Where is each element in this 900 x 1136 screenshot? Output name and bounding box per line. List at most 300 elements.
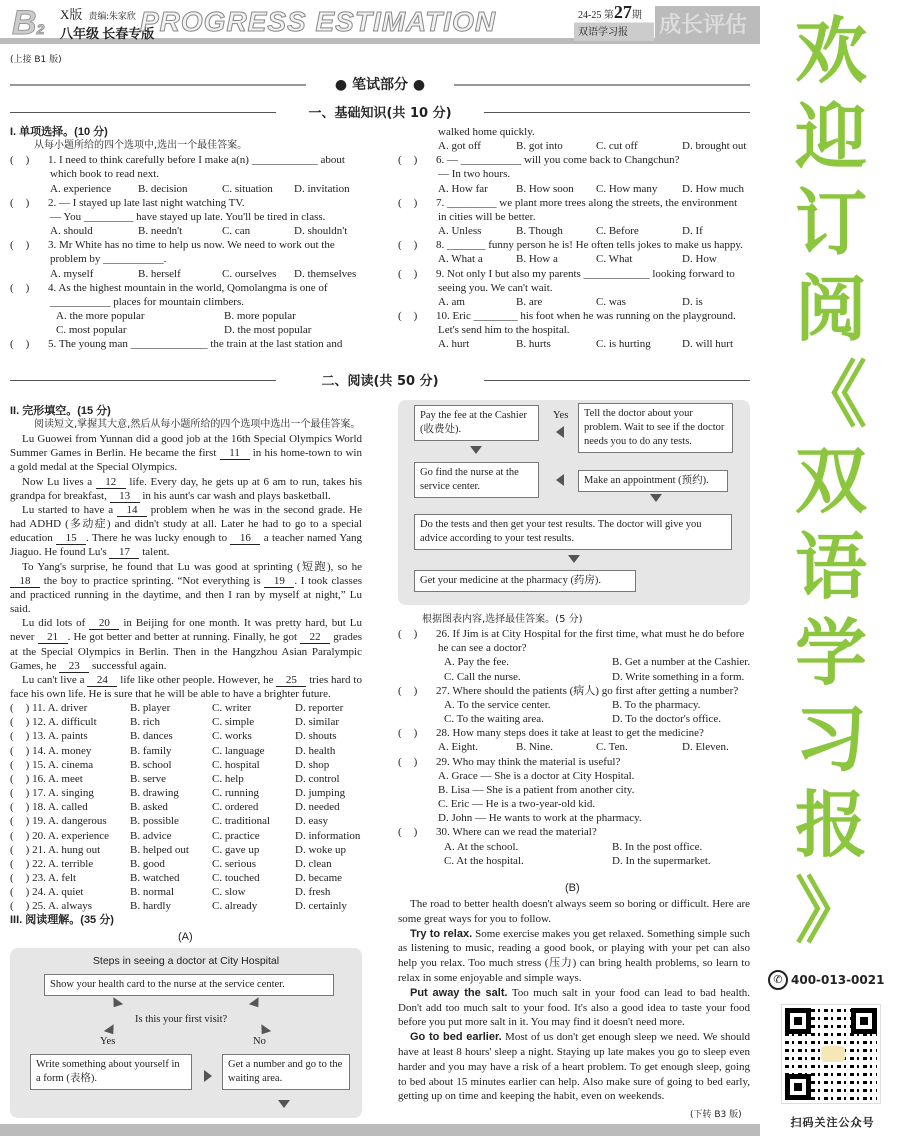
phone-line [768,970,898,990]
question-number: 30. [436,826,450,839]
banner-char: 迎 [794,95,867,179]
option [10,729,130,743]
continued-from: (上接 B1 版) [10,55,62,65]
passage-text: life. Every day, he gets up at 6 am to run, takes his grandpa for breakfast, [10,475,362,502]
option: B. more popular [224,310,296,323]
answer-bracket[interactable] [398,755,417,769]
instruction: 从每小题所给的四个选项中,选出一个最佳答案。 [34,140,248,152]
question-stem: Who may think the material is useful? [452,755,621,768]
answer-bracket[interactable] [398,825,417,839]
cloze-blank: 22 [300,631,330,644]
question-number: 10. [436,310,450,323]
passage-text: Lu Guowei from Yunnan did a good job at the 16th Special Olympics World Summer Games in Berlin. He became the first [10,433,362,460]
part1-title: 一、基础知识(共 10 分) [10,102,750,121]
answer-bracket[interactable] [10,153,29,167]
option: B. got into [516,140,563,153]
answer-bracket[interactable] [398,726,417,740]
question-text: A. Grace — She is a doctor at City Hospital. [438,769,635,782]
option-row [398,182,750,196]
step-tell-doctor: Tell the doctor about your problem. Wait to see if the doctor needs you to do any tests. [578,403,733,453]
option: B. drawing [130,787,179,800]
banner-char: 学 [794,611,867,695]
option: B. normal [130,886,174,899]
passage-text: . There he was lucky enough to [86,532,231,545]
option-row [398,698,750,712]
option-text: 16. A. meet [32,772,83,785]
option: B. In the post office. [612,840,703,853]
cloze-paragraph [10,503,362,560]
option: D. fresh [295,886,331,899]
option [10,829,130,843]
option: B. possible [130,815,179,828]
question-stem: If Jim is at City Hospital for the first time, what must he do before [452,628,745,641]
option: C. already [212,900,258,913]
option [10,744,130,758]
option: A. myself [50,267,94,280]
option [10,786,130,800]
passage-text: in his home-town to win a gold medal at the Special Olympics. [10,447,362,474]
option: A. the more popular [56,310,145,323]
option: D. If [682,225,703,238]
option-row [398,840,750,854]
option: C. gave up [212,843,260,856]
cloze-blank: 21 [38,631,68,644]
answer-bracket[interactable] [10,745,29,757]
passage-text: Now Lu lives a [22,475,96,488]
option-row [398,712,750,726]
option: D. jumping [295,787,346,800]
option: D. is [682,295,703,308]
option: B. serve [130,772,167,785]
passage-text: in his aunt's car wash and plays basketball. [139,489,331,502]
question-item [10,337,362,351]
option-text: 23. A. felt [32,872,77,884]
option: A. To the service center. [444,698,551,711]
option-text: 14. A. money [32,744,92,757]
cloze-option-row [10,772,362,786]
answer-bracket[interactable] [10,801,29,813]
option: B. How soon [516,182,574,195]
cloze-paragraph [10,560,362,617]
question-item [10,281,362,295]
cloze-blank: 15 [56,532,86,545]
cloze-paragraph [10,432,362,474]
option: D. themselves [294,267,357,280]
question-number: 8. [436,239,445,252]
section-b-passage [398,897,750,1104]
option: B. hardly [130,900,171,913]
answer-bracket[interactable] [10,773,29,785]
option: C. At the hospital. [444,854,524,867]
option: D. the most popular [224,324,312,337]
question-item [398,238,750,252]
question-item [398,825,750,839]
passage-text: the boy to practice sprinting. “Not everything is [40,574,265,587]
question-text: — In two hours. [438,168,511,181]
option-row [398,854,750,868]
question-number: 29. [436,755,450,768]
answer-bracket[interactable] [10,815,29,827]
option: B. Nine. [516,741,553,754]
option: A. Pay the fee. [444,656,510,669]
banner-char: 语 [794,525,867,609]
question-stem: _______ funny person he is! He often tells jokes to make us happy. [447,239,743,252]
answer-bracket[interactable] [10,730,29,742]
cloze-paragraph [10,616,362,673]
option: B. How a [516,253,558,266]
option: B. hurts [516,338,551,351]
question-stem: How many steps does it take at least to get the medicine? [452,727,704,740]
option: C. How many [596,182,658,195]
passage-paragraph [398,927,750,986]
option-row [10,267,362,281]
answer-bracket[interactable] [398,267,417,281]
cloze-option-row [10,715,362,729]
option: A. At the school. [444,840,519,853]
option: B. are [516,295,543,308]
question-text: B. Lisa — She is a patient from another city. [438,783,635,796]
step-medicine: Get your medicine at the pharmacy (药房). [414,570,636,592]
cloze-paragraph [10,673,362,701]
option: D. will hurt [682,338,734,351]
option: D. To the doctor's office. [612,713,721,726]
cloze-option-row [10,814,362,828]
column-name: 成长评估 [655,6,760,41]
option: D. needed [295,801,340,814]
qr-finder [851,1008,877,1034]
passage-paragraph [398,897,750,927]
option: D. invitation [294,182,350,195]
option: C. situation [222,182,273,195]
option [10,843,130,857]
option [10,800,130,814]
option: C. practice [212,829,260,842]
option-row [398,252,750,266]
answer-bracket[interactable] [10,886,29,898]
question-first-visit: Is this your first visit? [135,1014,228,1025]
option [10,758,130,772]
step-pay-fee: Pay the fee at the Cashier (收费处). [414,405,539,441]
question-text: which book to read next. [50,168,160,181]
cloze-option-row [10,786,362,800]
exam-title: ● 笔试部分 ● [10,74,750,94]
option: A. How far [438,182,488,195]
question-number: 7. [436,196,445,209]
option: B. school [130,758,172,771]
option: A. hurt [438,338,470,351]
cloze-option-row [10,744,362,758]
option-row [398,337,750,351]
option: D. certainly [295,900,347,913]
option: C. touched [212,872,260,884]
question-number: 5. [48,338,57,351]
flowchart-part2 [398,400,750,605]
cloze-blank: 11 [220,447,250,460]
banner-char: 订 [794,181,867,265]
continued-to: (下转 B3 版) [690,1110,742,1120]
answer-bracket[interactable] [10,844,29,856]
question-item [398,153,750,167]
qr-code[interactable] [782,1005,880,1103]
question-text: problem by ___________. [50,253,167,266]
flowchart-part1 [10,948,362,1118]
paragraph-text: Most of us don't get enough sleep we need. We should have at least 8 hours' sleep a night. Staying up late makes you go to sleep even harder and you may have a risk of a heart problem. To get enough sleep, going to bed about 15 minutes earlier can help. Also make sure of going to bed early, getting up on time and keeping the habit, even on weekends. [398,1031,751,1103]
answer-bracket[interactable] [398,309,417,323]
answer-bracket[interactable] [398,684,417,698]
question-stem: Where can we read the material? [452,826,597,839]
answer-bracket[interactable] [10,830,29,842]
option-text: 11. A. driver [32,702,88,715]
passage-text: Lu can't live a [22,673,88,686]
option: D. brought out [682,140,747,153]
option: B. family [130,744,172,757]
answer-bracket[interactable] [10,281,29,295]
option-text: 18. A. called [32,801,88,814]
label-yes: Yes [100,1036,116,1047]
label-no: No [253,1036,266,1047]
cloze-instruction: 阅读短文,掌握其大意,然后从每小题所给的四个选项中选出一个最佳答案。 [34,419,361,431]
option [10,871,130,885]
page-header [0,0,760,44]
cloze-blank: 24 [87,674,117,687]
arrow-icon [278,1100,290,1108]
option: C. ordered [212,801,259,814]
option: C. hospital [212,758,260,771]
option-text: 20. A. experience [32,829,110,842]
qr-finder [785,1008,811,1034]
option: B. helped out [130,843,189,856]
edition-info: X版 责编:朱家欣 八年级 长春专版 [60,7,155,41]
option: D. clean [295,857,332,870]
question-number: 9. [436,267,445,280]
option [10,814,130,828]
cloze-blank: 12 [96,476,126,489]
passage-text: tries hard to face his own life. He is sure that he will be able to have a brighter future. [10,673,362,700]
passage-text: To Yang's surprise, he found that Lu was good at sprinting (短跑), so he [22,560,362,573]
option [10,701,130,715]
option: B. Get a number at the Cashier. [612,656,751,669]
page-mark: B2 [12,4,45,42]
passage-text: life like other people. However, he [117,673,277,686]
arrow-icon [556,474,564,486]
part1-right-column [398,125,750,352]
answer-bracket[interactable] [10,787,29,799]
question-stem: _________ we plant more trees along the streets, the environment [447,196,738,209]
option: B. dances [130,730,173,743]
option [10,772,130,786]
paragraph-lead: Put away the salt. [410,986,508,999]
option: C. To the waiting area. [444,713,544,726]
cloze-section [10,404,362,928]
option: D. Write something in a form. [612,670,745,683]
option-row [398,224,750,238]
option: B. To the pharmacy. [612,698,701,711]
question-stem: The young man ______________ the train at the last station and [58,338,343,351]
cloze-heading: II. 完形填空。(15 分) [10,405,111,417]
option: C. writer [212,702,252,715]
question-number: 26. [436,628,450,641]
answer-bracket[interactable] [398,196,417,210]
question-stem: I need to think carefully before I make a(n) ____________ about [59,154,345,167]
answer-bracket[interactable] [10,196,29,210]
option: D. woke up [295,843,347,856]
option: B. good [130,857,165,870]
question-text: walked home quickly. [438,126,535,138]
option-text: 25. A. always [32,900,92,913]
cloze-blank: 14 [117,504,147,517]
question-number: 3. [48,239,57,252]
option-text: 15. A. cinema [32,758,94,771]
cloze-option-row [10,899,362,913]
passage-text: Lu started to have a [22,503,117,516]
question-item [398,684,750,698]
banner-char: 报 [794,783,867,867]
option: C. works [212,730,252,743]
option-row [398,139,750,153]
option: C. slow [212,886,246,899]
option-row [10,309,362,323]
option: A. should [50,225,93,238]
option-row [10,182,362,196]
arrow-icon [204,1070,212,1082]
option-text: 19. A. dangerous [32,815,107,828]
question-number: 2. [48,196,57,209]
paragraph-text: The road to better health doesn't always seem so boring or difficult. Here are some great ways for you to follow. [398,898,750,925]
cloze-options [10,701,362,913]
cloze-blank: 19 [264,575,294,588]
option: C. ourselves [222,267,277,280]
option-text: 13. A. paints [32,730,88,743]
section-a-questions [398,613,750,868]
cloze-option-row [10,800,362,814]
answer-bracket[interactable] [398,238,417,252]
answer-bracket[interactable] [10,702,29,714]
cloze-option-row [10,857,362,871]
passage-text: . He got better and better at running. Finally, he got [67,631,301,644]
subscribe-banner [762,8,900,954]
arrow-icon [568,555,580,563]
answer-bracket[interactable] [10,872,29,884]
option-text: 24. A. quiet [32,886,84,899]
paragraph-text: Some exercise makes you get relaxed. Something simple such as listening to music, reading a good book, or playing with your pet can also help you relax. Too much stress (压力) can bring health problems, so learn to relax in some enjoyable and simple ways. [398,927,750,984]
question-number: 1. [48,154,57,167]
option: B. decision [138,182,188,195]
question-number: 27. [436,684,450,697]
answer-bracket[interactable] [10,238,29,252]
option-text: 22. A. terrible [32,857,94,870]
passage-text: . I took classes and practiced running in the daytime, and then I ran by myself at night,” Lu said. [10,574,362,616]
option: A. experience [50,182,112,195]
option: D. similar [295,716,339,729]
question-item [398,196,750,210]
option: C. simple [212,716,255,729]
question-stem: Eric ________ his foot when he was running on the playground. [452,310,736,323]
cloze-paragraph [10,475,362,503]
banner-char: 阅 [794,267,867,351]
answer-bracket[interactable] [398,153,417,167]
option: D. reporter [295,702,344,715]
question-item [10,153,362,167]
answer-bracket[interactable] [10,337,29,351]
option-row [10,323,362,337]
option: A. Eight. [438,741,479,754]
option: D. information [295,829,361,842]
question-text: D. John — He wants to work at the pharmacy. [438,812,642,825]
option: B. advice [130,829,172,842]
banner-char: 《 [794,353,867,437]
question-stem: As the highest mountain in the world, Qomolangma is one of [58,281,328,294]
qr-logo [821,1046,845,1062]
option: D. health [295,744,336,757]
option: D. How much [682,182,745,195]
question-text: in cities will be better. [438,210,536,223]
cloze-passage [10,432,362,701]
answer-bracket[interactable] [10,759,29,771]
cloze-option-row [10,829,362,843]
passage-text: problem when he was in the second grade. He had ADHD (多动症) and didn't study at all. Later he had to go to a special education [10,503,362,545]
option: A. What a [438,253,483,266]
step-get-number: Get a number and go to the waiting area. [222,1054,350,1090]
part1-left-column [10,125,362,352]
option: D. shop [295,758,330,771]
option-text: 21. A. hung out [32,843,101,856]
option [10,715,130,729]
option: B. needn't [138,225,183,238]
option-row [398,670,750,684]
arrow-icon [249,997,263,1010]
cloze-option-row [10,871,362,885]
cloze-blank: 16 [230,532,260,545]
option: B. rich [130,716,160,729]
option-row [398,740,750,754]
option: C. can [222,225,251,238]
answer-bracket[interactable] [10,858,29,870]
option-text: 17. A. singing [32,787,94,800]
qr-finder [785,1074,811,1100]
reading-heading: III. 阅读理解。(35 分) [10,914,114,927]
question-item [398,726,750,740]
cloze-blank: 17 [109,546,139,559]
question-text: C. Eric — He is a two-year-old kid. [438,798,596,811]
option: D. became [295,872,343,884]
option [10,885,130,899]
section-a-instruction: 根据图表内容,选择最佳答案。(5 分) [422,614,583,625]
banner-char: 》 [794,869,867,953]
option: B. asked [130,801,168,814]
answer-bracket[interactable] [10,716,29,728]
option: C. cut off [596,140,638,153]
option [10,857,130,871]
step-find-nurse: Go find the nurse at the service center. [414,462,539,498]
question-number: 4. [48,281,57,294]
passage-text: in Beijing for one month. It was pretty hard, but Lu never [10,617,362,644]
cloze-blank: 25 [276,674,306,687]
answer-bracket[interactable] [398,627,417,641]
passage-paragraph [398,986,750,1030]
option-row [398,295,750,309]
question-text: Let's send him to the hospital. [438,324,570,337]
paragraph-lead: Try to relax. [410,927,473,940]
answer-bracket[interactable] [10,900,29,912]
question-item [10,238,362,252]
option: C. is hurting [596,338,651,351]
question-stem: — I stayed up late last night watching TV. [59,196,245,209]
option [10,899,130,913]
question-text: he can see a doctor? [438,642,527,655]
section-heading: I. 单项选择。(10 分) [10,126,108,138]
option: C. traditional [212,815,271,828]
option: C. Call the nurse. [444,670,521,683]
